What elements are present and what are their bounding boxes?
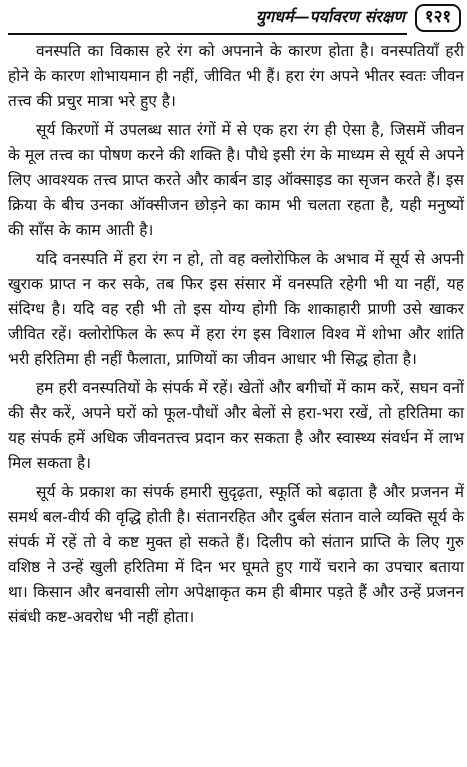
paragraph: यदि वनस्पति में हरा रंग न हो, तो वह क्लोरोफिल के अभाव में सूर्य से अपनी खुराक प्राप्त न कर सके, तब फिर इस संसार में वनस्पति रहेगी भी या नहीं, यह संदिग्ध है। यदि वह रही भी तो इस योग्य होगी कि शाकाहारी प्राणी उसे खाकर जीवित रहें। क्लोरोफिल के रूप में हरा रंग इस विशाल विश्व में शोभा और शांति भरी हरितिमा ही नहीं फैलाता, प्राणियों का जीवन आधार भी सिद्ध होता है।	[8, 250, 464, 368]
page-number: १२१	[415, 4, 461, 32]
paragraph: सूर्य किरणों में उपलब्ध सात रंगों में से एक हरा रंग ही ऐसा है, जिसमें जीवन के मूल तत्त्व का पोषण करने की शक्ति है। पौधे इसी रंग के माध्यम से सूर्य से अपने लिए आवश्यक तत्त्व प्राप्त करते और कार्बन डाइ ऑक्साइड का सृजन करते हैं। इस क्रिया के बीच उनका ऑक्सीजन छोड़ने का काम भी चलता रहता है, यही मनुष्यों की साँस के काम आती है।	[8, 121, 464, 239]
running-title: युगधर्म—पर्यावरण संरक्षण	[255, 7, 405, 26]
paragraph: वनस्पति का विकास हरे रंग को अपनाने के कारण होता है। वनस्पतियाँ हरी होने के कारण शोभायमान ही नहीं, जीवित भी हैं। हरा रंग अपने भीतर स्वतः जीवन तत्त्व की प्रचुर मात्रा भरे हुए है।	[8, 42, 464, 110]
header-rule	[8, 33, 407, 35]
page-header	[0, 0, 467, 36]
paragraph: हम हरी वनस्पतियों के संपर्क में रहें। खेतों और बगीचों में काम करें, सघन वनों की सैर करें, अपने घरों को फूल-पौधों और बेलों से हरा-भरा रखें, तो हरितिमा का यह संपर्क हमें अधिक जीवनतत्त्व प्रदान कर सकता है और स्वास्थ्य संवर्धन में लाभ मिल सकता है।	[8, 379, 464, 472]
page-body	[8, 39, 464, 634]
paragraph: सूर्य के प्रकाश का संपर्क हमारी सुदृढ़ता, स्फूर्ति को बढ़ाता है और प्रजनन में समर्थ बल-वीर्य की वृद्धि होती है। संतानरहित और दुर्बल संतान वाले व्यक्ति सूर्य के संपर्क में रहें तो वे कष्ट मुक्त हो सकते हैं। दिलीप को संतान प्राप्ति के लिए गुरु वशिष्ठ ने उन्हें खुली हरितिमा में दिन भर घूमते हुए गायें चराने का उपचार बताया था। किसान और बनवासी लोग अपेक्षाकृत कम ही बीमार पड़ते हैं और उन्हें प्रजनन संबंधी कष्ट-अवरोध भी नहीं होता।	[8, 483, 464, 626]
